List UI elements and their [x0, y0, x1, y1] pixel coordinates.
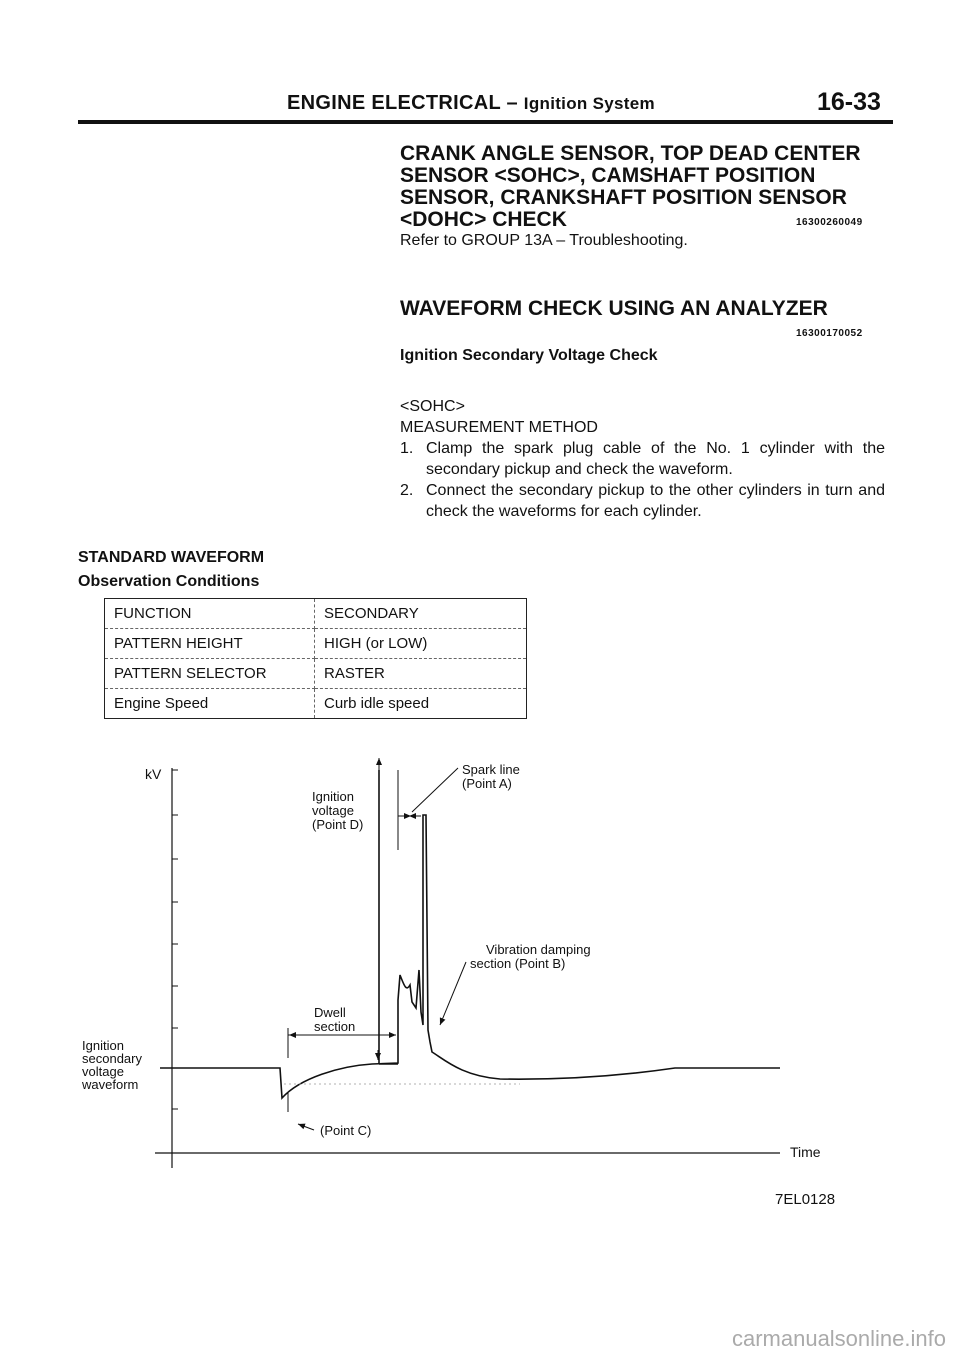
label-vibration-damping — [470, 942, 591, 971]
header-subsection: Ignition System — [523, 94, 655, 113]
condition-value: SECONDARY — [315, 599, 527, 629]
condition-label: Engine Speed — [105, 689, 315, 719]
svg-text:voltage: voltage — [312, 803, 354, 818]
condition-value: HIGH (or LOW) — [315, 629, 527, 659]
svg-text:voltage: voltage — [82, 1064, 124, 1079]
svg-text:Ignition: Ignition — [312, 789, 354, 804]
standard-waveform-heading: STANDARD WAVEFORM — [78, 549, 265, 566]
svg-text:(Point A): (Point A) — [462, 776, 512, 791]
svg-text:section (Point B): section (Point B) — [470, 956, 566, 971]
page-number: 16-33 — [817, 88, 881, 116]
condition-label: PATTERN SELECTOR — [105, 659, 315, 689]
svg-text:Spark line: Spark line — [462, 762, 520, 777]
point-c-leader — [298, 1124, 314, 1130]
label-waveform-name — [81, 1038, 142, 1092]
label-spark-line — [462, 762, 520, 791]
svg-text:Dwell: Dwell — [314, 1005, 346, 1020]
waveform-check-code: 16300170052 — [796, 328, 863, 339]
step-number: 1. — [400, 440, 414, 457]
condition-value: Curb idle speed — [324, 695, 430, 712]
svg-text:waveform: waveform — [82, 1077, 139, 1092]
vibration-leader — [440, 962, 466, 1025]
header-section: ENGINE ELECTRICAL — [287, 92, 501, 114]
step-text: Clamp the spark plug cable of the No. 1 cylinder with the secondary pickup and check the waveform. — [426, 440, 885, 478]
figure-code: 7EL0128 — [775, 1191, 836, 1208]
condition-value: RASTER — [315, 659, 527, 689]
svg-text:(Point D): (Point D) — [312, 817, 364, 832]
label-ignition-voltage — [312, 789, 363, 832]
sensor-check-code: 16300260049 — [796, 217, 863, 228]
svg-text:Ignition: Ignition — [82, 1038, 124, 1053]
svg-text:section: section — [314, 1019, 356, 1034]
waveform-variant: <SOHC> — [400, 398, 465, 415]
method-heading: MEASUREMENT METHOD — [400, 419, 598, 436]
waveform-check-subtitle: Ignition Secondary Voltage Check — [400, 347, 658, 364]
label-point-c: (Point C) — [320, 1123, 372, 1138]
spark-line-leader — [412, 768, 458, 812]
sensor-check-text: Refer to GROUP 13A – Troubleshooting. — [400, 232, 688, 249]
x-axis-label: Time — [790, 1144, 821, 1160]
sensor-title-line-1: CRANK ANGLE SENSOR, TOP DEAD CENTER — [400, 142, 861, 165]
sensor-title-line-4: <DOHC> CHECK — [400, 208, 567, 231]
step-text: Connect the secondary pickup to the other cylinders in turn and check the waveforms for each cylinder. — [426, 482, 885, 520]
label-dwell — [314, 1005, 355, 1034]
header-dash: – — [506, 92, 518, 114]
watermark: carmanualsonline.info — [731, 1326, 946, 1351]
svg-text:secondary: secondary — [82, 1051, 142, 1066]
y-axis-label: kV — [145, 766, 162, 782]
waveform-check-title: WAVEFORM CHECK USING AN ANALYZER — [400, 297, 828, 320]
svg-text:Vibration damping: Vibration damping — [486, 942, 591, 957]
step-number: 2. — [400, 482, 414, 499]
condition-label: FUNCTION — [105, 599, 315, 629]
sensor-title-line-3: SENSOR, CRANKSHAFT POSITION SENSOR — [400, 186, 847, 209]
y-axis-ticks — [172, 770, 178, 1109]
sensor-title-line-2: SENSOR <SOHC>, CAMSHAFT POSITION — [400, 164, 816, 187]
condition-label: PATTERN HEIGHT — [105, 629, 315, 659]
conditions-heading: Observation Conditions — [78, 573, 260, 590]
